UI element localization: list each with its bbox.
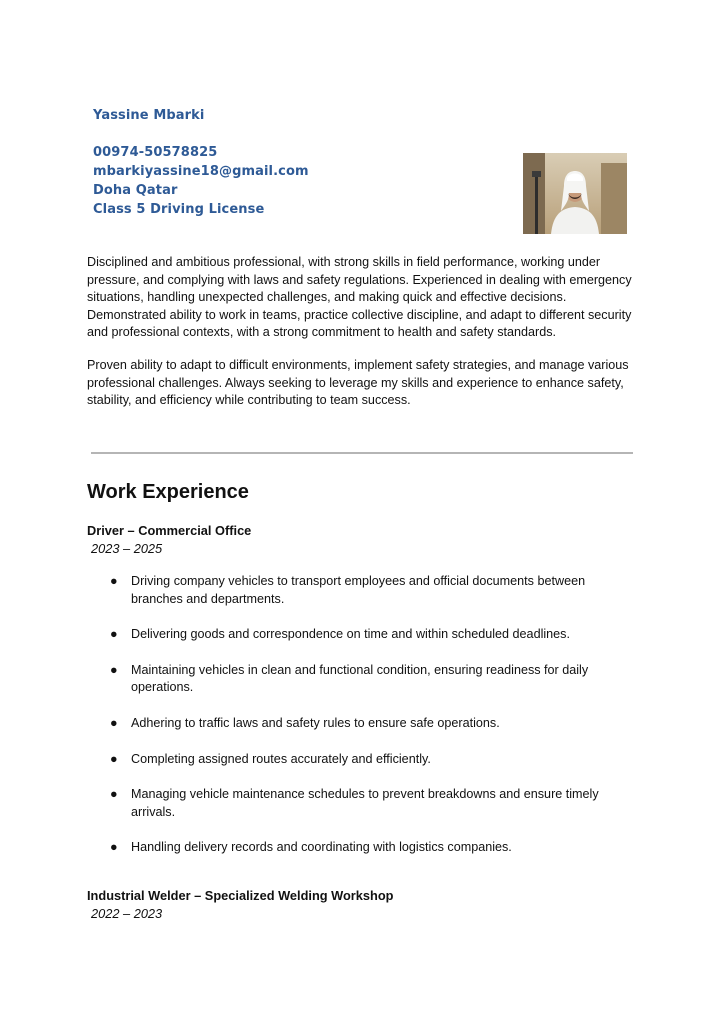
list-item: [108, 751, 638, 769]
job-dates: 2022 – 2023: [91, 906, 163, 921]
job-dates: 2023 – 2025: [91, 541, 163, 556]
contact-block: [93, 106, 393, 219]
job-title: Driver – Commercial Office: [87, 523, 252, 538]
duty-text: Adhering to traffic laws and safety rules to ensure safe operations.: [131, 715, 500, 730]
duty-text: Managing vehicle maintenance schedules to prevent breakdowns and ensure timely arrivals.: [131, 787, 599, 819]
location: Doha Qatar: [93, 183, 178, 198]
profile-photo: [523, 153, 627, 234]
driving-license: Class 5 Driving License: [93, 202, 265, 217]
bullet-icon: ●: [110, 627, 118, 642]
duty-text: Maintaining vehicles in clean and functional condition, ensuring readiness for daily operations.: [131, 662, 589, 695]
duty-text: Completing assigned routes accurately and efficiently.: [131, 751, 431, 766]
summary-paragraph-1: Disciplined and ambitious professional, with strong skills in field performance, working under pressure, and complying with laws and safety regulations. Experienced in dealing with emergency situations, handling unexpected challenges, and making quick and effective decisions. Demonstrated ability to work in teams, practice collective discipline, and adapt to different security and professional contexts, with a strong commitment to health and safety standards.: [87, 255, 632, 340]
candidate-name: Yassine Mbarki: [93, 108, 205, 123]
bullet-icon: ●: [110, 715, 118, 730]
work-experience-heading: Work Experience: [87, 481, 249, 503]
duty-text: Driving company vehicles to transport employees and official documents between branches and departments.: [131, 574, 586, 606]
bullet-icon: ●: [110, 751, 118, 766]
list-item: [108, 786, 638, 821]
summary-paragraph-2: Proven ability to adapt to difficult environments, implement safety strategies, and manage various professional challenges. Always seeking to leverage my skills and experience to enhance safety, stability, and efficiency while contributing to team success.: [87, 357, 629, 408]
section-divider: [91, 452, 633, 454]
bullet-icon: ●: [110, 574, 118, 588]
email-address: mbarkiyassine18@gmail.com: [93, 164, 309, 179]
list-item: [108, 662, 638, 697]
bullet-icon: ●: [110, 840, 118, 855]
list-item: [108, 573, 638, 608]
phone-number: 00974-50578825: [93, 145, 218, 160]
duty-text: Handling delivery records and coordinating with logistics companies.: [131, 840, 512, 855]
bullet-icon: ●: [110, 662, 118, 677]
duty-text: Delivering goods and correspondence on time and within scheduled deadlines.: [131, 627, 570, 642]
bullet-icon: ●: [110, 787, 118, 802]
job-duties-list: [108, 573, 638, 875]
list-item: [108, 626, 638, 644]
job-title: Industrial Welder – Specialized Welding Workshop: [87, 888, 394, 903]
list-item: [108, 839, 638, 857]
professional-summary: [87, 254, 637, 425]
list-item: [108, 715, 638, 733]
